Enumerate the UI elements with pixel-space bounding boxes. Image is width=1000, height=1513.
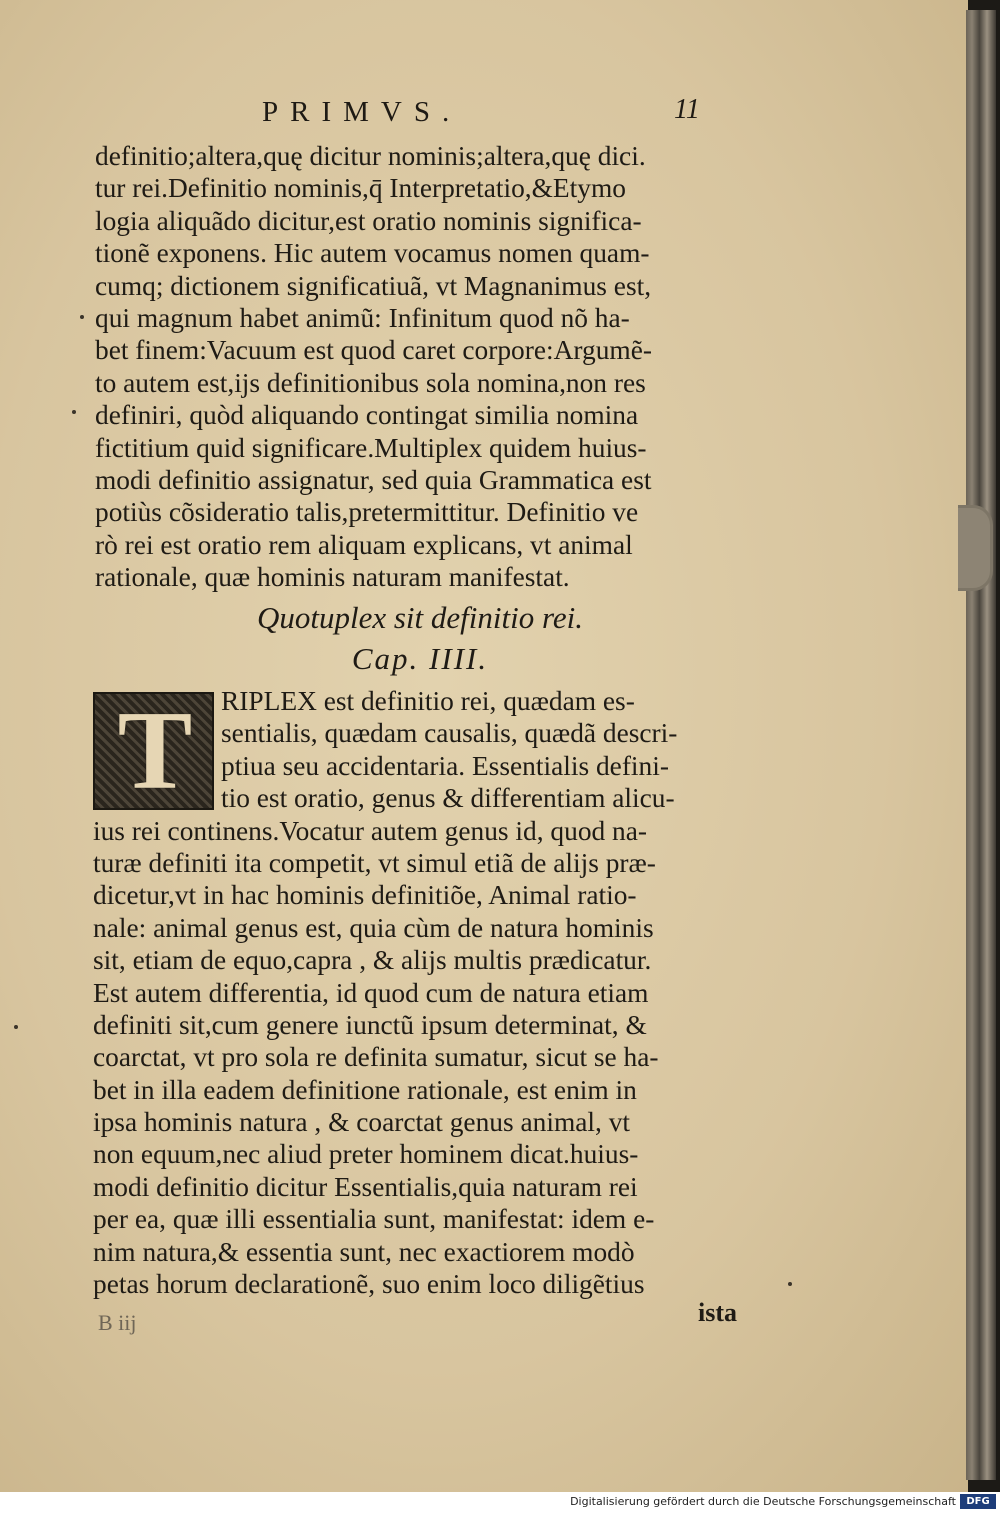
signature-mark: B iij — [98, 1310, 137, 1335]
page-number: 11 — [674, 94, 700, 125]
ink-spot — [14, 1025, 18, 1029]
text-line: logia aliquãdo dicitur,est oratio nominis significa- — [95, 205, 642, 236]
initial-letter: T — [117, 689, 193, 813]
text-line: tio est oratio, genus & differentiam alicu- — [221, 783, 675, 814]
text-line: definiri, quòd aliquando contingat similia nomina — [95, 400, 639, 431]
chapter-number: Cap. IIII. — [351, 641, 489, 676]
text-line: non equum,nec aliud preter hominem dicat.huius- — [93, 1139, 639, 1170]
ink-spot — [80, 315, 84, 319]
funding-notice: Digitalisierung gefördert durch die Deutsche Forschungsgemeinschaft — [570, 1495, 956, 1508]
text-line: tionẽ exponens. Hic autem vocamus nomen quam- — [95, 238, 650, 269]
text-line: per ea, quæ illi essentialia sunt, manifestat: idem e- — [93, 1204, 655, 1235]
text-line: tur rei.Definitio nominis,q̄ Interpretatio,&Etymo — [95, 173, 626, 204]
text-line: Est autem differentia, id quod cum de natura etiam — [93, 977, 649, 1008]
text-line: ius rei continens.Vocatur autem genus id, quod na- — [93, 815, 648, 846]
text-line: sit, etiam de equo,capra , & alijs multis prædicatur. — [93, 945, 652, 976]
chapter-title: Quotuplex sit definitio rei. — [256, 600, 584, 635]
text-line: turæ definiti ita competit, vt simul etiã de alijs præ- — [93, 847, 656, 878]
footer-bar — [0, 1492, 1000, 1513]
top-paragraph — [95, 140, 755, 593]
text-line: cumq; dictionem significatiuã, vt Magnanimus est, — [95, 270, 652, 301]
text-line: sentialis, quædam causalis, quædã descri- — [221, 718, 678, 749]
text-line: fictitium quid significare.Multiplex quidem huius- — [95, 432, 647, 463]
text-line: nale: animal genus est, quia cùm de natura hominis — [93, 912, 654, 943]
text-line: coarctat, vt pro sola re definita sumatur, sicut se ha- — [93, 1042, 659, 1073]
text-line: modi definitio dicitur Essentialis,quia naturam rei — [93, 1171, 638, 1202]
text-line: to autem est,ijs definitionibus sola nomina,non res — [95, 367, 646, 398]
text-line: rò rei est oratio rem aliquam explicans, vt animal — [95, 529, 633, 560]
text-line: potiùs cõsideratio talis,pretermittitur. Definitio ve — [95, 497, 639, 528]
text-line: modi definitio assignatur, sed quia Grammatica est — [95, 464, 652, 495]
text-line: ptiua seu accidentaria. Essentialis defini- — [221, 750, 669, 781]
page-edge — [966, 10, 996, 1480]
text-line: definiti sit,cum genere iunctũ ipsum determinat, & — [93, 1009, 647, 1040]
text-line: RIPLEX est definitio rei, quædam es- — [221, 686, 635, 716]
dfg-logo-icon: DFG — [960, 1494, 996, 1509]
text-line: ipsa hominis natura , & coarctat genus animal, vt — [93, 1107, 631, 1138]
text-line: nim natura,& essentia sunt, nec exactiorem modò — [93, 1236, 635, 1267]
text-line: petas horum declarationẽ, suo enim loco diligẽtius — [93, 1269, 645, 1300]
ink-spot — [72, 410, 76, 414]
catchword: ista — [698, 1298, 737, 1327]
ink-spot — [788, 1282, 792, 1286]
text-line: bet finem:Vacuum est quod caret corpore:Argumẽ- — [95, 335, 652, 366]
text-line: dicetur,vt in hac hominis definitiõe, Animal ratio- — [93, 880, 637, 911]
chapter-body — [93, 685, 758, 1300]
page-header — [262, 96, 782, 136]
text-line: qui magnum habet animũ: Infinitum quod nõ ha- — [95, 302, 630, 333]
text-line: bet in illa eadem definitione rationale, est enim in — [93, 1074, 637, 1105]
text-line: definitio;altera,quę dicitur nominis;altera,quę dici. — [95, 141, 646, 171]
text-line: rationale, quæ hominis naturam manifestat. — [95, 562, 570, 593]
running-head: PRIMVS. — [262, 96, 462, 128]
book-clasp — [958, 505, 993, 591]
